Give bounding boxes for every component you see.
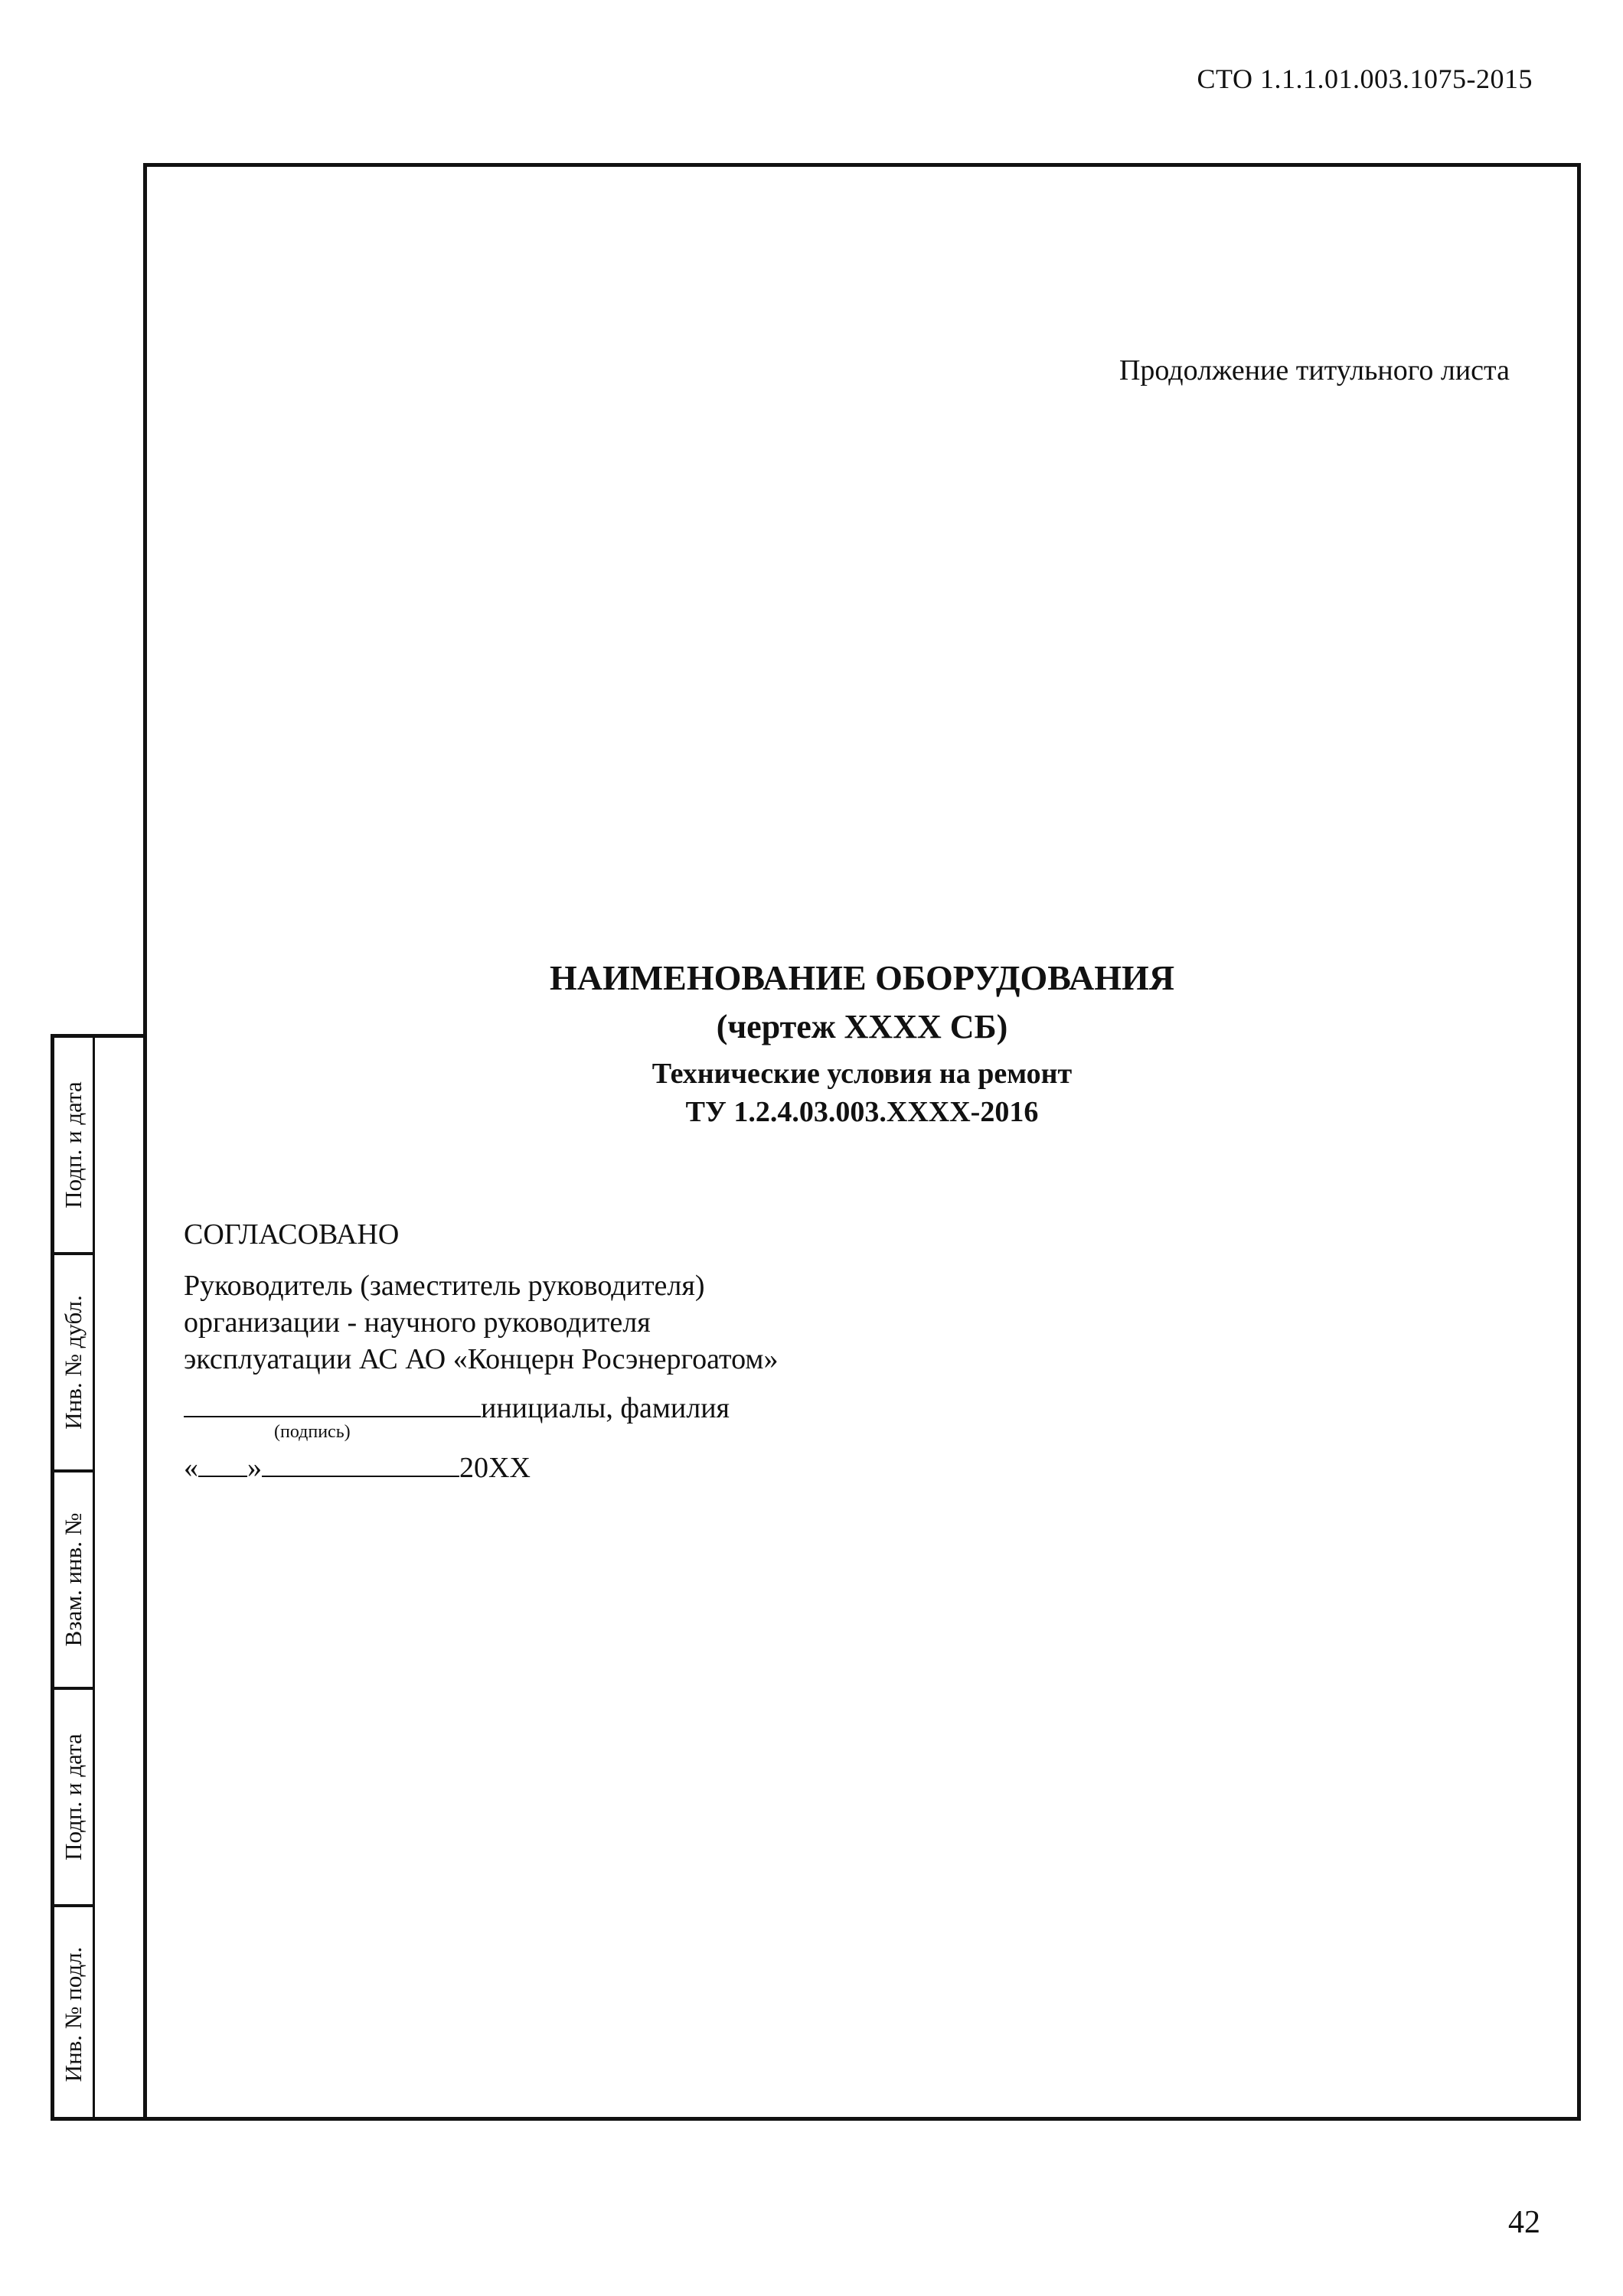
date-year: 20XX (459, 1452, 531, 1484)
approver-position (184, 1267, 778, 1378)
sidebar-label: Инв. № дубл. (60, 1295, 87, 1430)
approval-heading: СОГЛАСОВАНО (184, 1218, 400, 1251)
specification-title: Технические условия на ремонт (651, 1058, 1073, 1090)
registration-sidebar (51, 1034, 147, 2121)
specification-code: ТУ 1.2.4.03.003.XXXX-2016 (685, 1096, 1039, 1128)
title-page-frame (143, 163, 1581, 2121)
day-blank[interactable] (198, 1448, 247, 1477)
month-blank[interactable] (262, 1448, 459, 1477)
approver-position-line: эксплуатации АС АО «Концерн Росэнергоатом» (184, 1343, 779, 1375)
sidebar-cell-signature-date-2 (54, 1690, 93, 1907)
approval-block (184, 1215, 778, 1486)
sidebar-label: Инв. № подл. (60, 1946, 87, 2082)
sidebar-cell-replacement-inv (54, 1473, 93, 1690)
approver-position-line: организации - научного руководителя (184, 1306, 651, 1339)
signature-row (184, 1388, 778, 1442)
continuation-note: Продолжение титульного листа (1118, 354, 1510, 386)
signature-name-label: инициалы, фамилия (481, 1392, 730, 1424)
sidebar-label: Взам. инв. № (60, 1512, 87, 1647)
drawing-number: (чертеж XXXX СБ) (716, 1008, 1008, 1045)
sidebar-label: Подп. и дата (60, 1081, 87, 1208)
equipment-name: НАИМЕНОВАНИЕ ОБОРУДОВАНИЯ (549, 958, 1175, 997)
date-open-quote: « (184, 1452, 198, 1484)
document-code: СТО 1.1.1.01.003.1075-2015 (1197, 64, 1533, 94)
page-number: 42 (1508, 2205, 1540, 2240)
signature-blank[interactable] (184, 1388, 481, 1417)
date-close-quote: » (247, 1452, 262, 1484)
approver-position-line: Руководитель (заместитель руководителя) (184, 1270, 705, 1302)
title-block (364, 955, 1360, 1131)
sidebar-cell-duplicate-inv (54, 1255, 93, 1473)
sidebar-label: Подп. и дата (60, 1733, 87, 1861)
sidebar-cell-original-inv (54, 1907, 93, 2121)
sidebar-divider (93, 1038, 95, 2117)
signature-caption: (подпись) (274, 1422, 351, 1442)
date-row (184, 1448, 778, 1486)
sidebar-cell-signature-date (54, 1038, 93, 1255)
